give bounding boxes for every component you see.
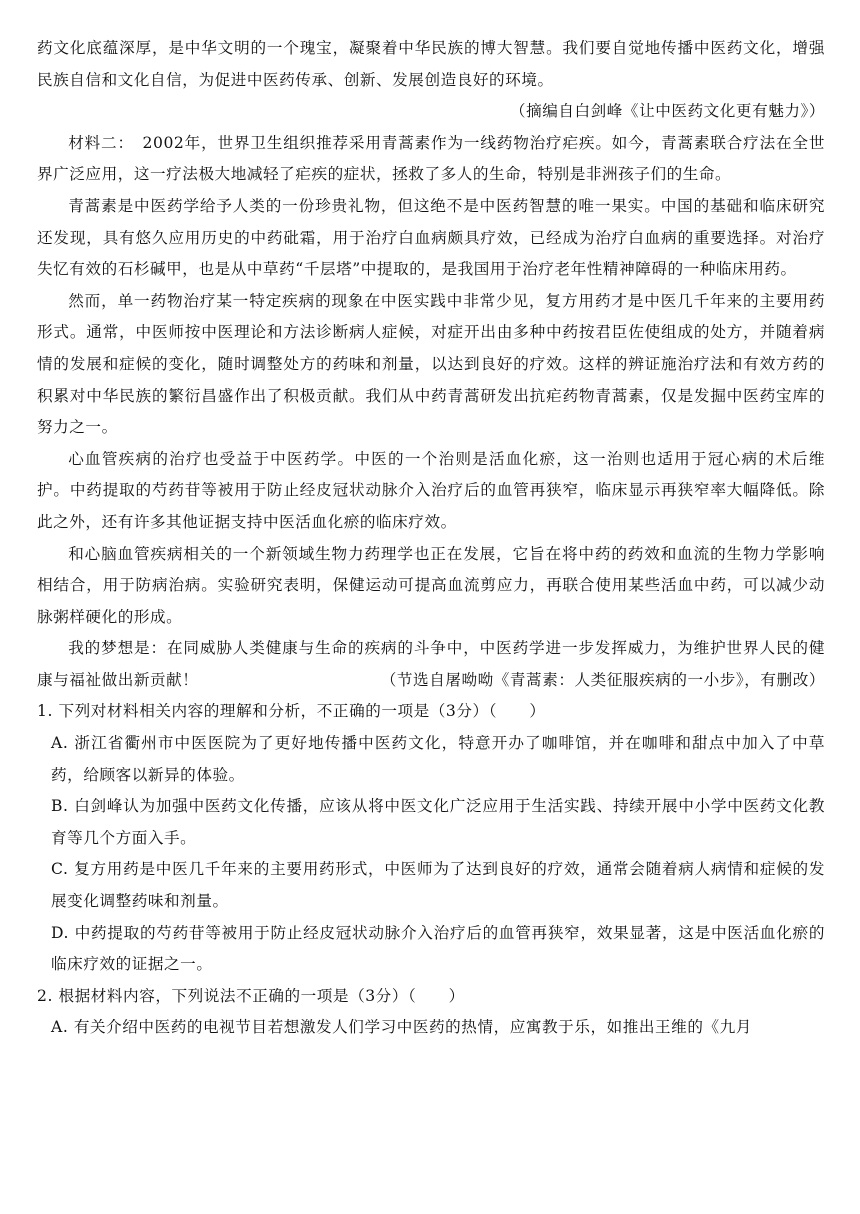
document-page — [37, 33, 825, 1044]
paragraph-material-2-2: 青蒿素是中医药学给予人类的一份珍贵礼物，但这绝不是中医药智慧的唯一果实。中国的基础和临床研究还发现，具有悠久应用历史的中药砒霜，用于治疗白血病颇具疗效，已经成为治疗白血病的重要选择。对治疗失忆有效的石杉碱甲，也是从中草药“千层塔”中提取的，是我国用于治疗老年性精神障碍的一种临床用药。 — [37, 196, 825, 279]
question-1-option-b: B. 白剑峰认为加强中医药文化传播，应该从将中医文化广泛应用于生活实践、持续开展中小学中医药文化教育等几个方面入手。 — [51, 797, 825, 847]
paragraph-material-2-6 — [37, 633, 825, 696]
source-citation-1: （摘编自白剑峰《让中医药文化更有魅力》） — [509, 102, 825, 121]
paragraph-material-2-5: 和心脑血管疾病相关的一个新领域生物力药理学也正在发展，它旨在将中药的药效和血流的生物力学影响相结合，用于防病治病。实验研究表明，保健运动可提高血流剪应力，再联合使用某些活血中药，可以减少动脉粥样硬化的形成。 — [37, 544, 825, 626]
source-citation-2: （节选自屠呦呦《青蒿素：人类征服疾病的一小步》，有删改） — [380, 670, 825, 689]
paragraph-intro: 药文化底蕴深厚，是中华文明的一个瑰宝，凝聚着中华民族的博大智慧。我们要自觉地传播中医药文化，增强民族自信和文化自信，为促进中医药传承、创新、发展创造良好的环境。 — [37, 39, 825, 89]
question-2-option-a: A. 有关介绍中医药的电视节目若想激发人们学习中医药的热情，应寓教于乐，如推出王维的《九月 — [51, 1018, 752, 1037]
paragraph-material-2-3: 然而，单一药物治疗某一特定疾病的现象在中医实践中非常少见，复方用药才是中医几千年来的主要用药形式。通常，中医师按中医理论和方法诊断病人症候，对症开出由多种中药按君臣佐使组成的处方，并随着病情的发展和症候的变化，随时调整处方的药味和剂量，以达到良好的疗效。这样的辨证施治疗法和有效方药的积累对中华民族的繁衍昌盛作出了积极贡献。我们从中药青蒿研发出抗疟药物青蒿素，仅是发掘中医药宝库的努力之一。 — [37, 291, 825, 437]
question-1-option-d: D. 中药提取的芍药苷等被用于防止经皮冠状动脉介入治疗后的血管再狭窄，效果显著，这是中医活血化瘀的临床疗效的证据之一。 — [51, 923, 825, 974]
question-1-option-c: C. 复方用药是中医几千年来的主要用药形式，中医师为了达到良好的疗效，通常会随着病人病情和症候的发展变化调整药味和剂量。 — [51, 860, 825, 911]
question-2-stem: 2. 根据材料内容，下列说法不正确的一项是（3分）（ ） — [37, 986, 465, 1005]
dream-statement: 我的梦想是：在同威胁人类健康与生命的疾病的斗争中，中医药学进一步发挥威力，为维护世界人民的健康与福祉做出新贡献！ — [37, 639, 825, 689]
paragraph-material-2-1: 材料二： 2002年，世界卫生组织推荐采用青蒿素作为一线药物治疗疟疾。如今，青蒿素联合疗法在全世界广泛应用，这一疗法极大地减轻了疟疾的症状，拯救了多人的生命，特别是非洲孩子们的生命。 — [37, 133, 825, 184]
paragraph-material-2-4: 心血管疾病的治疗也受益于中医药学。中医的一个治则是活血化瘀，这一治则也适用于冠心病的术后维护。中药提取的芍药苷等被用于防止经皮冠状动脉介入治疗后的血管再狭窄，临床显示再狭窄率大幅降低。除此之外，还有许多其他证据支持中医活血化瘀的临床疗效。 — [37, 449, 825, 531]
question-1-stem: 1. 下列对材料相关内容的理解和分析，不正确的一项是（3分）（ ） — [37, 702, 546, 721]
question-1-option-a: A. 浙江省衢州市中医医院为了更好地传播中医药文化，特意开办了咖啡馆，并在咖啡和甜点中加入了中草药，给顾客以新异的体验。 — [51, 734, 825, 784]
